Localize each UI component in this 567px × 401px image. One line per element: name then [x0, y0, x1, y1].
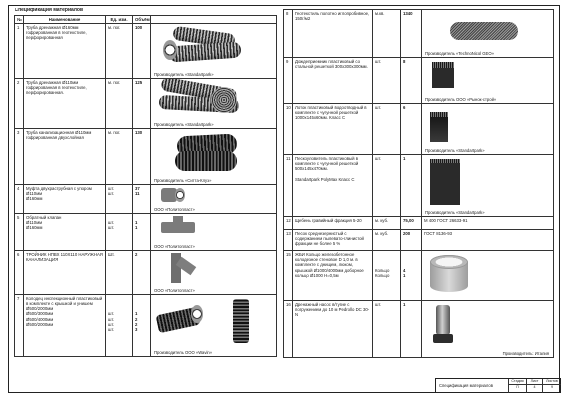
item-name: Дренажный насос в/тугие с погружением до 10 м Pedrollo DC 30-N: [293, 301, 373, 358]
item-qty: 1 2 2 3: [133, 294, 151, 356]
item-qty: 1 1: [133, 213, 151, 250]
item-unit: шт. шт. шт. шт.: [106, 294, 133, 356]
item-qty: 1: [401, 301, 422, 358]
item-name: Обратный клапан Ø110мм Ø160мм: [24, 213, 106, 250]
table-row: 16 Дренажный насос в/тугие с погружением до 10 м Pedrollo DC 30-N шт. 1 Производитель: Италия: [284, 301, 554, 358]
sheets-cell: Листов 9: [542, 379, 561, 393]
item-name: Пескоуловитель пластиковый в комплекте с чугунной решеткой 500х145х470мм. Standartpark PolyMax Класс С: [293, 155, 373, 217]
sheet-cell: Лист 4: [526, 379, 542, 393]
item-unit: шт.: [373, 155, 401, 217]
item-unit: Кольцо Кольцо: [373, 251, 401, 301]
table-row: 12 Щебень гравийный фракция 5-20 м. куб. 75,00 М 400 ГОСТ 26633-91: [284, 217, 554, 230]
item-unit: шт. шт.: [106, 184, 133, 213]
table-row: 6 ТРОЙНИК НПВХ 110Х110 НАРУЖНАЯ КАНАЛИЗАЦИЯ Шт. 2 ООО «Политопласт»: [15, 250, 277, 294]
pump-icon: [436, 305, 450, 335]
spec-table-left: [14, 8, 277, 357]
item-unit: м. куб.: [373, 230, 401, 251]
item-qty: 100: [133, 23, 151, 78]
item-qty: 6: [401, 104, 422, 155]
item-qty: 8: [401, 58, 422, 104]
item-unit: м. пог.: [106, 128, 133, 184]
item-name: Колодец инспекционный пластиковый в комплекте с крышкой и унишем Ø500/2000мм Ø500/3000мм Ø500/4000мм Ø500/2000мм: [24, 294, 106, 356]
item-unit: Шт.: [106, 250, 133, 294]
item-qty: 1: [401, 155, 422, 217]
table-row: 7 Колодец инспекционный пластиковый в комплекте с крышкой и унишем Ø500/2000мм Ø500/3000мм Ø500/4000мм Ø500/2000мм шт. шт. шт. шт. 1 2 2 3 Производитель ООО «Wavin»: [15, 294, 277, 356]
item-unit: м. пог.: [106, 23, 133, 78]
title-block: [435, 378, 561, 393]
item-qty: 37 11: [133, 184, 151, 213]
item-unit: м. куб.: [373, 217, 401, 230]
item-name: Песок среднезернистый с содержанием пылевато-глинистой фракции не более 5 %: [293, 230, 373, 251]
item-name: Труба дренажная Ø160мм гофрированная в геотекстиле, перфорированная: [24, 23, 106, 78]
item-name: Лоток пластиковый водоотводный в комплекте с чугунной решеткой 1000х145х60мм. Класс С: [293, 104, 373, 155]
item-qty: 75,00: [401, 217, 422, 230]
sand-trap-icon: [430, 159, 460, 205]
item-name: Труба дренажная Ø110мм гофрированная в геотекстиле, перфорированная.: [24, 78, 106, 128]
col-header-qty: Объём: [133, 15, 151, 23]
item-name: ЖБИ Кольцо железобетонное колодезное стеновое D 1,0 м. в комплекте с днищем, люком, крышкой Ø1000/4000мм доборное кольцо Ø1000 H=0,5м: [293, 251, 373, 301]
table-row: 3 Труба канализационная Ø110мм гофрированная двухслойная м. пог. 130 Производитель «Ситта-Клуз»: [15, 128, 277, 184]
item-name: Труба канализационная Ø110мм гофрированная двухслойная: [24, 128, 106, 184]
item-unit: шт. шт.: [106, 213, 133, 250]
table-row: 4 Муфта двухраструбная с упором Ø110мм Ø160мм шт. шт. 37 11 ООО «Политопласт»: [15, 184, 277, 213]
item-standard: М 400 ГОСТ 26633-91: [422, 217, 554, 230]
col-header-unit: Ед. изм.: [106, 15, 133, 23]
item-standard: ГОСТ 8136-93: [422, 230, 554, 251]
table-row: 10 Лоток пластиковый водоотводный в комплекте с чугунной решеткой 1000х145х60мм. Класс С шт. 6 Производитель «Standartpark»: [284, 104, 554, 155]
item-unit: м. пог.: [106, 78, 133, 128]
item-unit: м.кв.: [373, 10, 401, 58]
title-block-name: Спецификация материалов: [439, 383, 493, 388]
item-name: Щебень гравийный фракция 5-20: [293, 217, 373, 230]
table-row: 9 Дождеприемник пластиковый со стальной решеткой 300х300х300мм. шт. 8 Производитель ООО «Рынок-строй»: [284, 58, 554, 104]
item-unit: шт.: [373, 58, 401, 104]
item-unit: шт.: [373, 301, 401, 358]
table-row: 11 Пескоуловитель пластиковый в комплекте с чугунной решеткой 500х145х470мм. Standartpark PolyMax Класс С шт. 1 Производитель «Standartpark»: [284, 155, 554, 217]
item-qty: 200: [401, 230, 422, 251]
table-caption: Спецификация материалов: [14, 8, 84, 13]
geotextile-roll-icon: [450, 22, 518, 40]
table-row: 2 Труба дренажная Ø110мм гофрированная в геотекстиле, перфорированная. м. пог. 125 Производитель «Standartpark»: [15, 78, 277, 128]
spec-table-right: [283, 9, 554, 358]
item-qty: 2: [133, 250, 151, 294]
table-row: 15 ЖБИ Кольцо железобетонное колодезное стеновое D 1,0 м. в комплекте с днищем, люком, крышкой Ø1000/4000мм доборное кольцо Ø1000 H=0,5м Кольцо Кольцо 4 1: [284, 251, 554, 301]
col-header-num: №: [15, 15, 24, 23]
table-row: 5 Обратный клапан Ø110мм Ø160мм шт. шт. 1 1 ООО «Политопласт»: [15, 213, 277, 250]
table-row: 8 Геотекстиль полотно иглопробивное, 150г/м2 м.кв. 1340 Производитель «TechnoNicol GEO»: [284, 10, 554, 58]
item-name: Геотекстиль полотно иглопробивное, 150г/м2: [293, 10, 373, 58]
item-qty: 130: [133, 128, 151, 184]
item-name: Дождеприемник пластиковый со стальной решеткой 300х300х300мм.: [293, 58, 373, 104]
item-name: ТРОЙНИК НПВХ 110Х110 НАРУЖНАЯ КАНАЛИЗАЦИЯ: [24, 250, 106, 294]
item-qty: 1340: [401, 10, 422, 58]
stage-cell: Стадия П: [508, 379, 526, 393]
col-header-name: Наименование: [24, 15, 106, 23]
table-row: 1 Труба дренажная Ø160мм гофрированная в геотекстиле, перфорированная м. пог. 100 Производитель «Standartpark»: [15, 23, 277, 78]
item-qty: 125: [133, 78, 151, 128]
table-row: 13 Песок среднезернистый с содержанием пылевато-глинистой фракции не более 5 % м. куб. 200 ГОСТ 8136-93: [284, 230, 554, 251]
item-name: Муфта двухраструбная с упором Ø110мм Ø160мм: [24, 184, 106, 213]
item-unit: шт.: [373, 104, 401, 155]
item-qty: 4 1: [401, 251, 422, 301]
